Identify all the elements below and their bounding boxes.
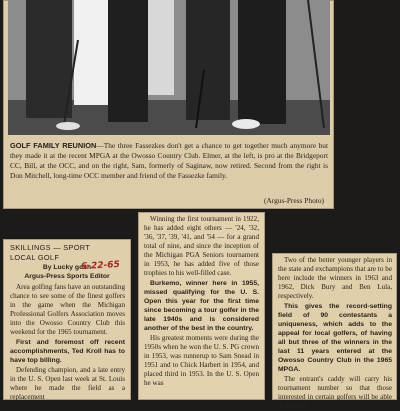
left-article-clipping (3, 239, 131, 400)
paragraph: First and foremost off recent accomplishments, Ted Kroll has to have top billing. (10, 339, 125, 364)
paragraph: The entrant's caddy will carry his tournament number so that those interested in certain golfers will be able to identify (278, 375, 392, 410)
photo-credit: (Argus-Press Photo) (263, 196, 324, 205)
paragraph: Burkemo, winner here in 1955, missed qualifying for the U. S. Open this year for the first time since becoming a tour golfer in the late 1940s and is considered another of the best in the country. (144, 280, 259, 332)
right-article-clipping (272, 253, 397, 410)
golf-family-photo (8, 0, 330, 135)
paragraph: Area golfing fans have an outstanding chance to see some of the finest golfers in the game when the Michigan Professional Golfers Association moves into the Owosso Country Club this weekend for the 1965 tournament. (10, 283, 125, 336)
caption-body: —The three Fassezkes don't get a chance to get together much anymore but they made it at the recent MPGA at the Owosso Country Club. Elmer, at the left, is pro at the Bridgeport CC, Bill, at the OCC, and on the right, Sam, formerly of Saginaw, now retired. Second from the right is Don Mitchell, long-time OCC member and friend of the Fassezke family. (10, 141, 328, 180)
paragraph: Winning the first tournament in 1922, he has added eight others — '24, '32, '36, '37, '39, '41, and '54 — for a grand total of nine, and since the inception of the Michigan PGA Seniors tournament in 1953, he has added five of those trophies to his well-filled case. (144, 215, 259, 277)
caption-lead: GOLF FAMILY REUNION (10, 141, 97, 150)
photo-caption (10, 141, 328, 181)
photo-clipping (3, 0, 334, 209)
paragraph: His greatest moments were during the 1950s when he won the U. S. PG crown in 1953, was runnerup to Sam Snead in 1951 and to Chick Harbert in 1954, and placed third in 1953. In the U. S. Open he was (144, 334, 259, 387)
right-article-body (272, 253, 397, 411)
handwritten-date: 6-22-65 (80, 259, 121, 273)
paragraph: This gives the record-setting field of 90 contestants a uniqueness, which adds to the appeal for local golfers, of having all but three of the winners in the last 11 years entered at the Owosso Country Club in the 1965 MPGA. (278, 303, 392, 373)
left-article-body (3, 281, 131, 402)
paragraph: Defending champion, and a late entry in the U. S. Open last week at St. Louis where he made the field as a replacement (10, 366, 125, 401)
byline (3, 259, 131, 281)
photo-image (8, 0, 330, 135)
paragraph: Two of the better younger players in the state and exchampions that are to be here include the winners in 1963 and 1962, Dick Bury and Ben Lula, respectively. (278, 256, 392, 300)
byline-name: By Lucky gosh (42, 264, 92, 271)
byline-title: Argus-Press Sports Editor (24, 272, 110, 280)
headline-line-2: LOCAL GOLF (10, 253, 60, 262)
headline-line-1: SKILLINGS — SPORT (10, 243, 91, 252)
middle-article-body (138, 212, 265, 388)
middle-article-clipping (138, 212, 265, 400)
